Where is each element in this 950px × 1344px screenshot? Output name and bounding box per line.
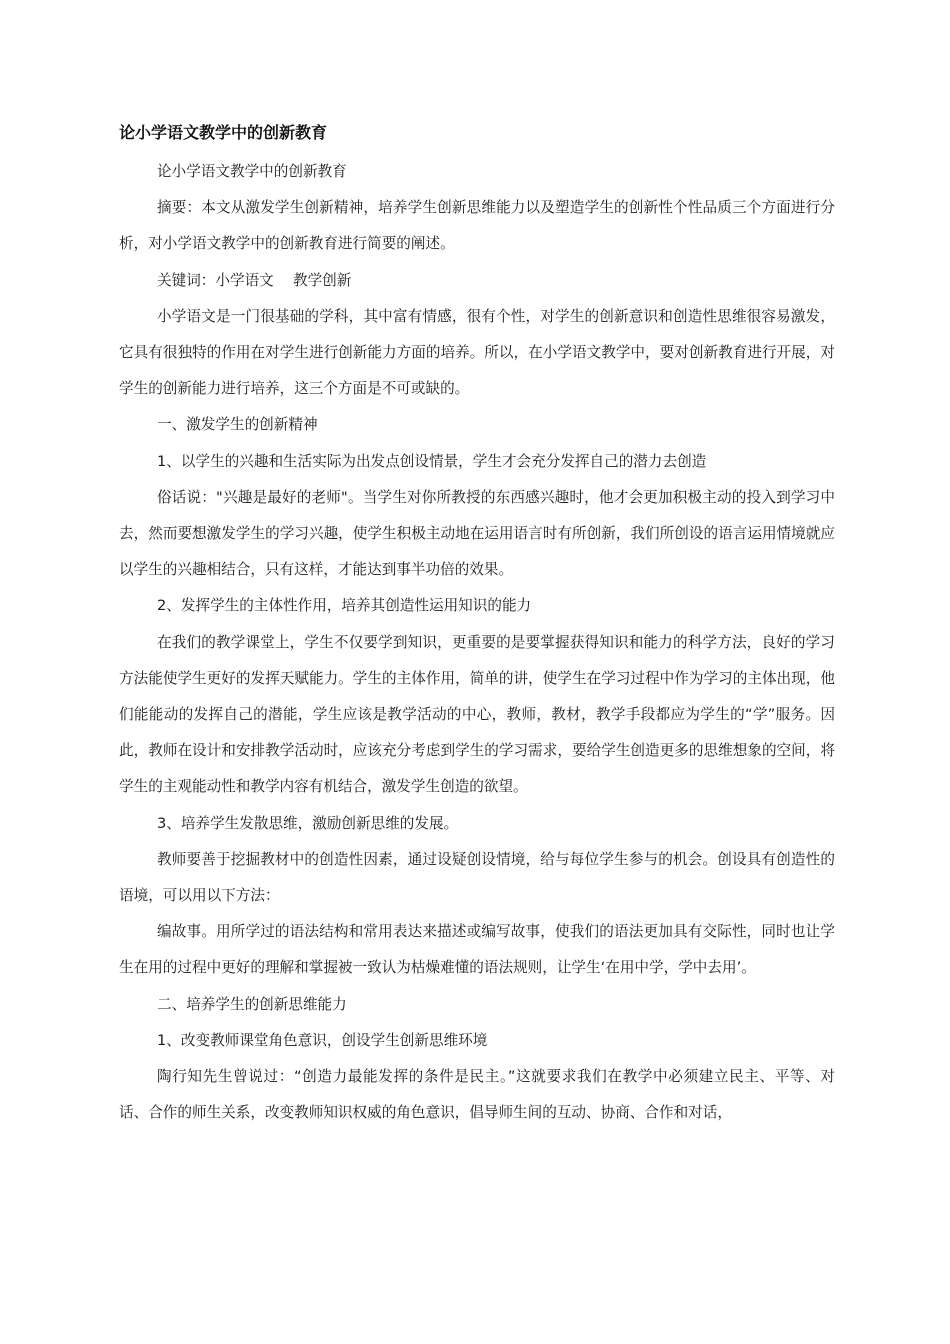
body-paragraph: 陶行知先生曾说过：“创造力最能发挥的条件是民主。”这就要求我们在教学中必须建立民主、平等、对话、合作的师生关系，改变教师知识权威的角色意识，倡导师生间的互动、协商、合作和对话， (119, 1068, 835, 1122)
body-paragraph: 在我们的教学课堂上，学生不仅要学到知识，更重要的是要掌握获得知识和能力的科学方法，良好的学习方法能使学生更好的发挥天赋能力。学生的主体作用，简单的讲，使学生在学习过程中作为学习的主体出现，他们能能动的发挥自己的潜能，学生应该是教学活动的中心，教师，教材，教学手段都应为学生的“学”服务。因此，教师在设计和安排教学活动时，应该充分考虑到学生的学习需求，要给学生创造更多的思维想象的空间，将学生的主观能动性和教学内容有机结合，激发学生创造的欲望。 (119, 633, 835, 796)
body-paragraph: 教师要善于挖掘教材中的创造性因素，通过设疑创设情境，给与每位学生参与的机会。创设具有创造性的语境，可以用以下方法： (119, 850, 835, 905)
subtitle-paragraph: 论小学语文教学中的创新教育 (157, 163, 347, 180)
body-paragraph: 编故事。用所学过的语法结构和常用表达来描述或编写故事，使我们的语法更加具有交际性，同时也让学生在用的过程中更好的理解和掌握被一致认为枯燥难懂的语法规则，让学生‘在用中学，学中去用’。 (119, 923, 835, 977)
subheading-2-1: 1、改变教师课堂角色意识，创设学生创新思维环境 (157, 1031, 488, 1049)
document-body (119, 121, 835, 1131)
document-title: 论小学语文教学中的创新教育 (119, 123, 328, 142)
subheading-1-1: 1、以学生的兴趣和生活实际为出发点创设情景，学生才会充分发挥自己的潜力去创造 (157, 452, 707, 470)
keywords-paragraph: 关键词：小学语文 教学创新 (157, 271, 352, 289)
subheading-1-2: 2、发挥学生的主体性作用，培养其创造性运用知识的能力 (157, 597, 532, 615)
intro-paragraph: 小学语文是一门很基础的学科，其中富有情感，很有个性，对学生的创新意识和创造性思维很容易激发，它具有很独特的作用在对学生进行创新能力方面的培养。所以，在小学语文教学中，要对创新教育进行开展，对学生的创新能力进行培养，这三个方面是不可或缺的。 (119, 307, 835, 398)
body-paragraph: 俗话说："兴趣是最好的老师"。当学生对你所教授的东西感兴趣时，他才会更加积极主动的投入到学习中去，然而要想激发学生的学习兴趣，使学生积极主动地在运用语言时有所创新，我们所创设的语言运用情境就应以学生的兴趣相结合，只有这样，才能达到事半功倍的效果。 (119, 488, 835, 579)
section-heading-1: 一、激发学生的创新精神 (157, 416, 318, 434)
abstract-paragraph: 摘要：本文从激发学生创新精神，培养学生创新思维能力以及塑造学生的创新性个性品质三个方面进行分析，对小学语文教学中的创新教育进行简要的阐述。 (119, 199, 835, 253)
section-heading-2: 二、培养学生的创新思维能力 (157, 995, 347, 1013)
subheading-1-3: 3、培养学生发散思维，激励创新思维的发展。 (157, 814, 459, 832)
